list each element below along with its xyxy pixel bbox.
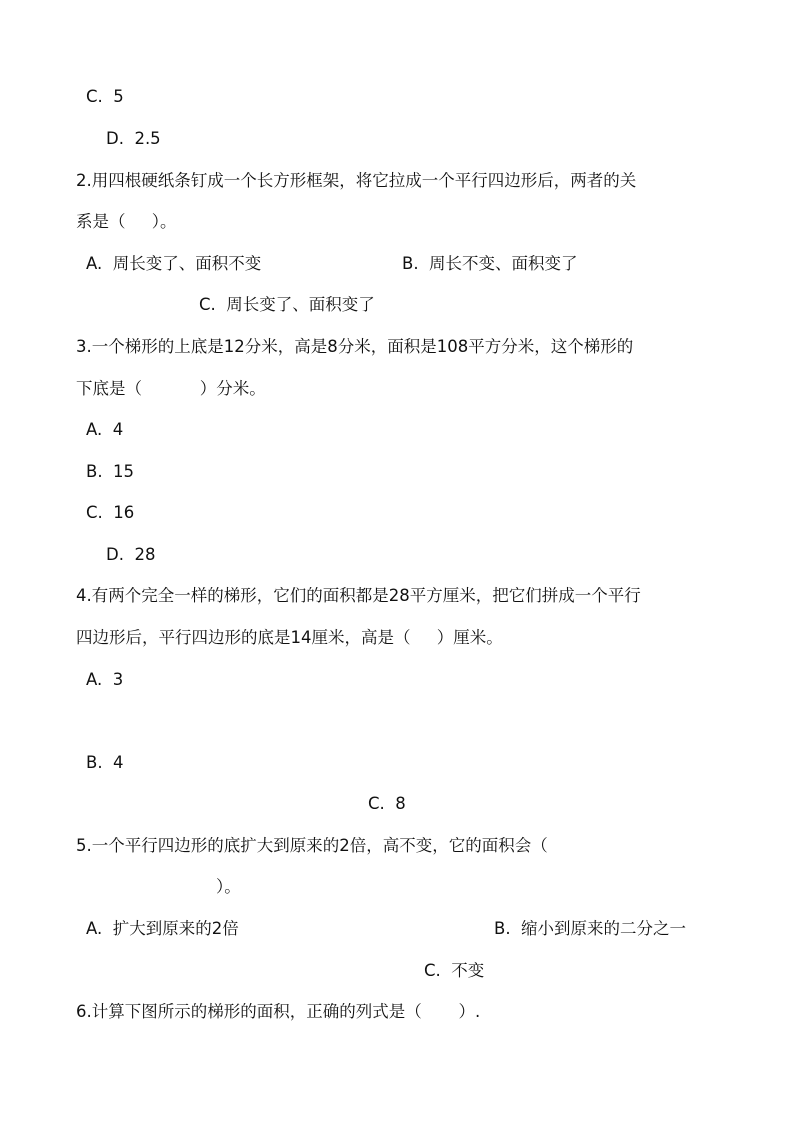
q4-option-b: B. 4 xyxy=(86,753,124,772)
q5-option-a: A. 扩大到原来的2倍 xyxy=(86,919,239,938)
q3-option-d: D. 28 xyxy=(106,545,156,564)
q2-option-a: A. 周长变了、面积不变 xyxy=(86,254,262,273)
q2-stem-line1: 2.用四根硬纸条钉成一个长方形框架，将它拉成一个平行四边形后，两者的关 xyxy=(76,171,637,190)
q5-option-b: B. 缩小到原来的二分之一 xyxy=(494,919,687,938)
q3-stem-line2: 下底是（ ）分米。 xyxy=(76,379,266,398)
q1-option-c: C. 5 xyxy=(86,87,124,106)
q4-option-c: C. 8 xyxy=(368,794,406,813)
q3-option-b: B. 15 xyxy=(86,462,135,481)
q1-option-d: D. 2.5 xyxy=(106,129,161,148)
q2-option-b: B. 周长不变、面积变了 xyxy=(402,254,578,273)
q6-stem-line1: 6.计算下图所示的梯形的面积，正确的列式是（ ）. xyxy=(76,1002,481,1021)
q2-option-c: C. 周长变了、面积变了 xyxy=(199,295,375,314)
q4-option-a: A. 3 xyxy=(86,670,124,689)
q5-stem-line1: 5.一个平行四边形的底扩大到原来的2倍，高不变，它的面积会（ xyxy=(76,836,548,855)
q3-stem-line1: 3.一个梯形的上底是12分米，高是8分米，面积是108平方分米，这个梯形的 xyxy=(76,337,634,356)
q3-option-a: A. 4 xyxy=(86,420,124,439)
q5-option-c: C. 不变 xyxy=(424,961,485,980)
q4-stem-line1: 4.有两个完全一样的梯形，它们的面积都是28平方厘米，把它们拼成一个平行 xyxy=(76,586,641,605)
q4-stem-line2: 四边形后，平行四边形的底是14厘米，高是（ ）厘米。 xyxy=(76,628,503,647)
q5-stem-line2: ）。 xyxy=(216,877,241,896)
q3-option-c: C. 16 xyxy=(86,503,135,522)
q2-stem-line2: 系是（ ）。 xyxy=(76,212,177,231)
